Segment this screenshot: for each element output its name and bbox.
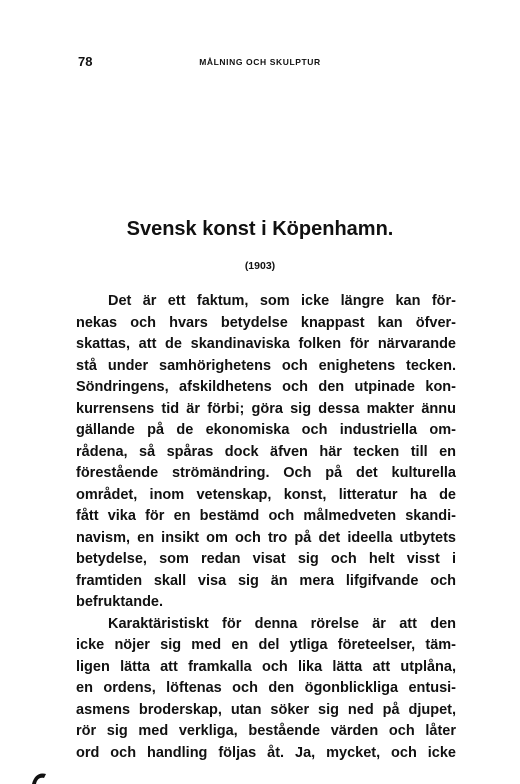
text-line: framtiden skall visa sig än mera lifgifvande och [76, 572, 456, 589]
article-title: Svensk konst i Köpenhamn. [126, 218, 394, 240]
running-head: MÅLNING OCH SKULPTUR [199, 57, 321, 67]
body-text [76, 291, 456, 764]
text-line: området, inom vetenskap, konst, litteratur ha de [76, 486, 456, 503]
text-line: nekas och hvars betydelse knappast kan öfver- [76, 314, 456, 331]
text-line: ord och handling följas åt. Ja, mycket, och icke [76, 744, 456, 761]
text-line: navism, en insikt om och tro på det ideella utbytets [76, 529, 456, 546]
text-line: stå under samhörighetens och enighetens tecken. [76, 357, 456, 374]
page-corner-mark [30, 768, 48, 784]
text-line: kurrensens tid är förbi; göra sig dessa makter ännu [76, 400, 456, 417]
text-line: Det är ett faktum, som icke längre kan för- [108, 293, 456, 309]
text-line: en ordens, löftenas och den ögonblickliga entusi- [76, 680, 456, 696]
page-number: 78 [78, 54, 93, 69]
article-year: (1903) [244, 260, 276, 272]
text-line: fått vika för en bestämd och målmedveten skandi- [76, 508, 456, 524]
text-line: gällande på de ekonomiska och industriella om- [76, 422, 456, 438]
text-line: Karaktäristiskt för denna rörelse är att den [108, 615, 456, 632]
text-line: rör sig med verkliga, bestående värden och låter [76, 723, 456, 739]
text-line: betydelse, som redan visat sig och helt visst i [76, 551, 456, 567]
text-line: rådena, så spåras dock äfven här tecken till en [76, 443, 456, 460]
text-line: befruktande. [76, 594, 164, 610]
text-line: skattas, att de skandinaviska folken för närvarande [76, 336, 456, 352]
text-line: ligen lätta att framkalla och lika lätta att utplåna, [76, 658, 456, 675]
text-line: Söndringens, afskildhetens och den utpinade kon- [76, 379, 456, 395]
text-line: icke nöjer sig med en del ytliga företeelser, täm- [76, 637, 456, 653]
text-line: asmens broderskap, utan söker sig ned på djupet, [76, 701, 456, 718]
text-line: förestående strömändring. Och på det kulturella [76, 465, 456, 481]
